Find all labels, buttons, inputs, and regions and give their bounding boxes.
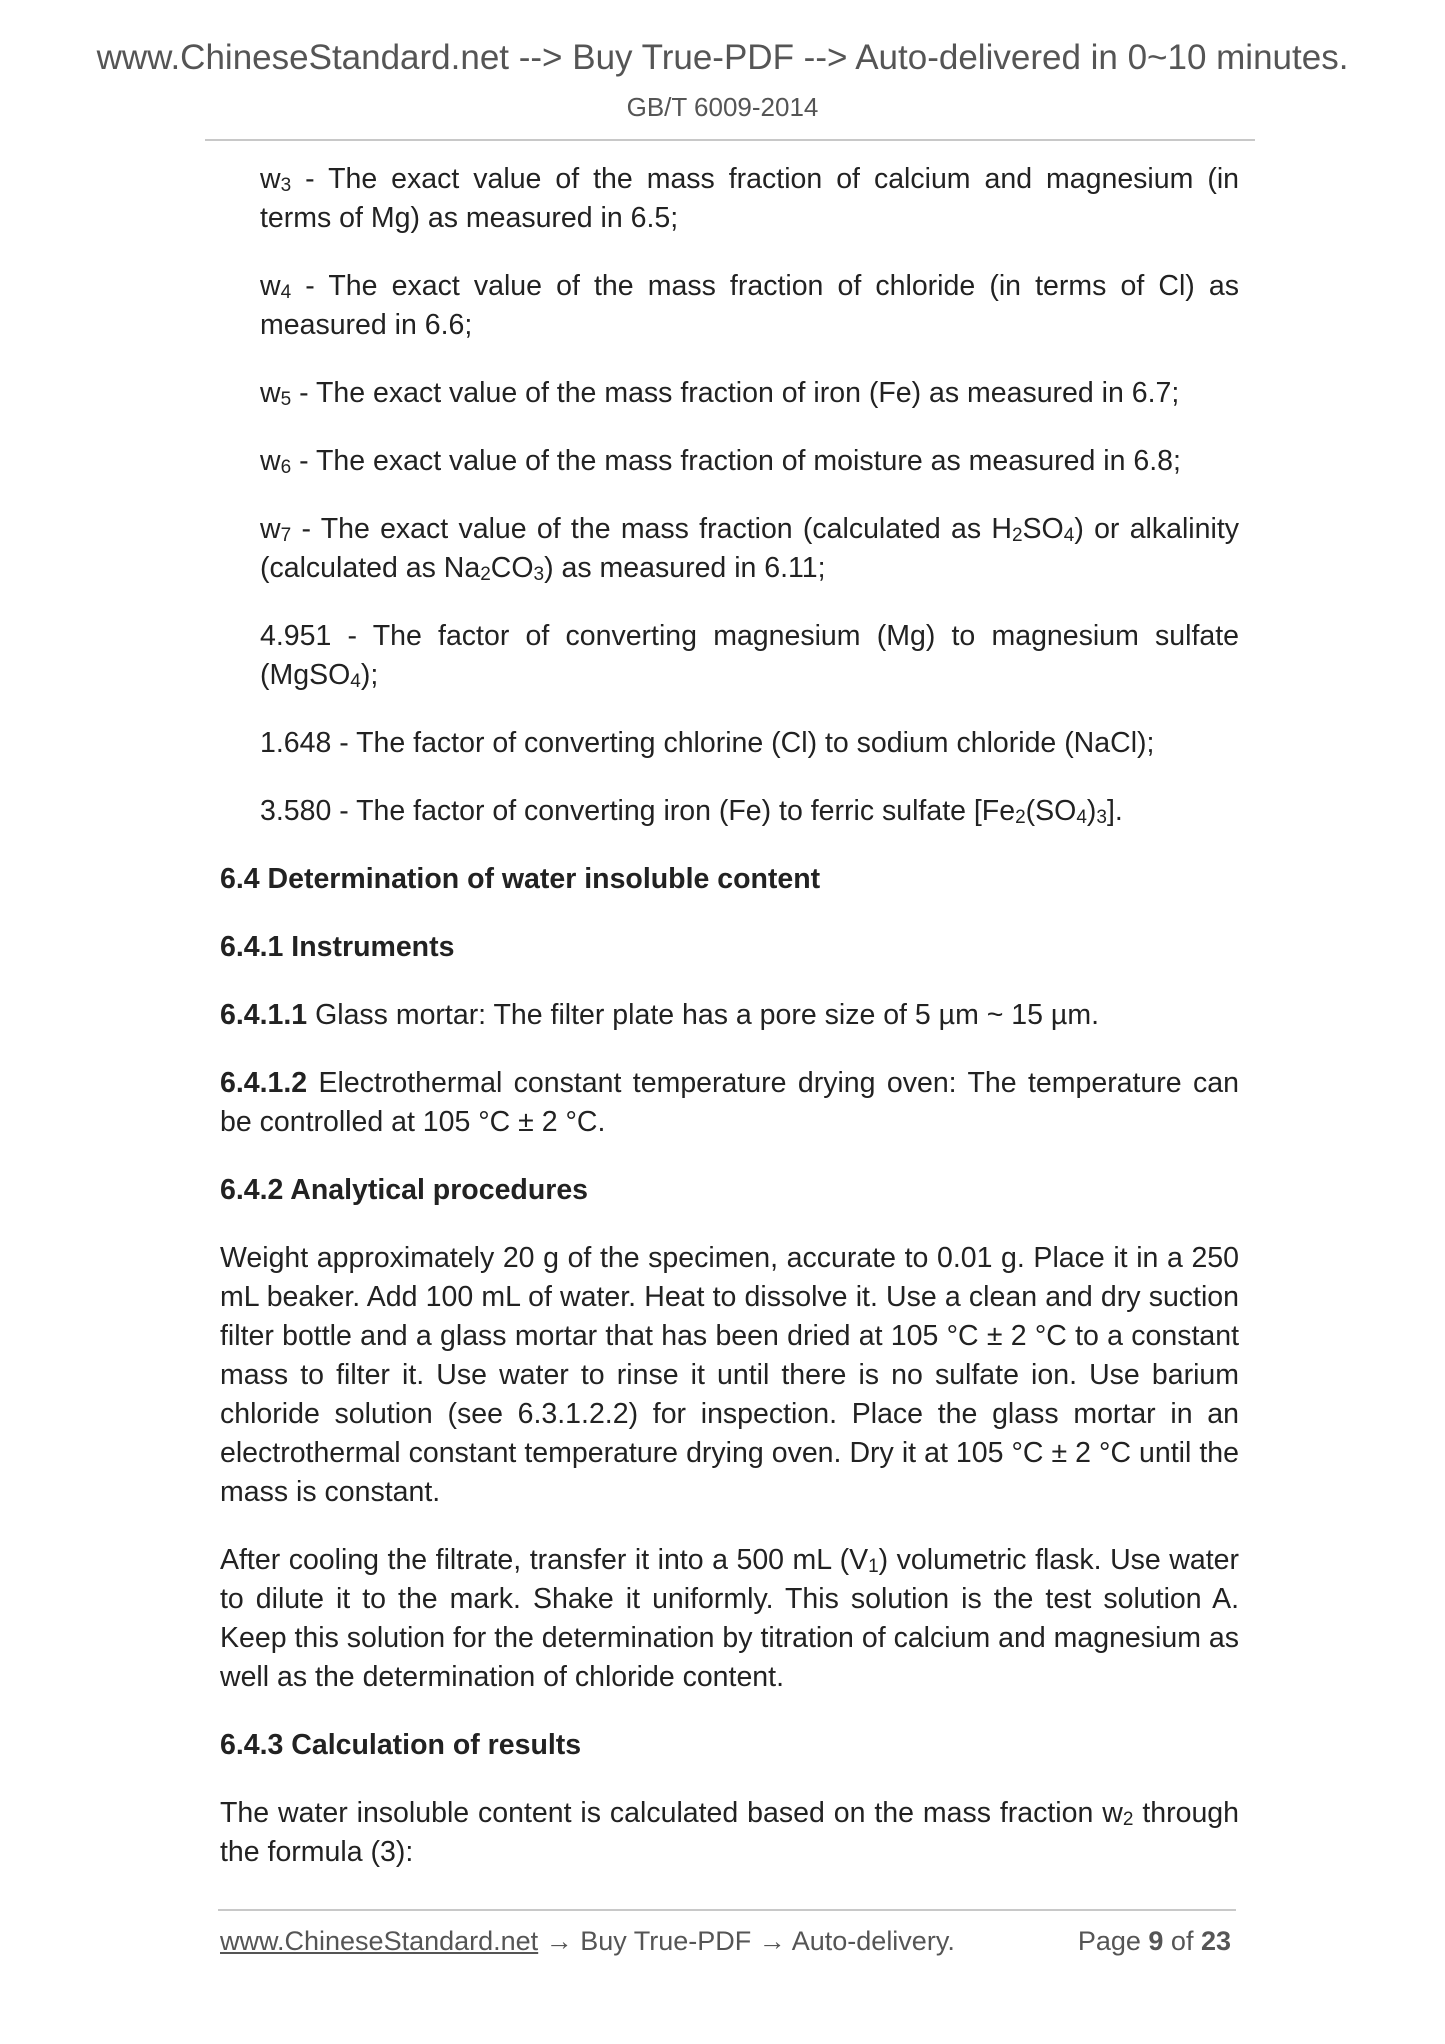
procedure-paragraph-2: After cooling the filtrate, transfer it into a 500 mL $(V_1)$ volumetric flask. Use water to dilute it to the mark. Shake it uniformly. This solution is the test solution A. Keep this solution for the determination by titration of calcium and magnesium as well as the determination of chloride content. (220, 1544, 1239, 1693)
page-current: 9 (1148, 1926, 1164, 1956)
procedure-paragraph-1: Weight approximately 20 g of the specimen, accurate to 0.01 g. Place it in a 250 mL beaker. Add 100 mL of water. Heat to dissolve it. Use a clean and dry suction filter bottle and a glass mortar that has been dried at 105 °C ± 2 °C to a constant mass to filter it. Use water to rinse it until there is no sulfate ion. Use barium chloride solution (see 6.3.1.2.2) for inspection. Place the glass mortar in an electrothermal constant temperature drying oven. Dry it at 105 °C ± 2 °C until the mass is constant. (220, 1242, 1239, 1508)
definition-w4: $w_4$ - The exact value of the mass fraction of chloride (in terms of Cl) as measured in 6.6; (260, 270, 1239, 341)
section-heading-6-4: 6.4 Determination of water insoluble content (220, 863, 821, 895)
factor-ferric-sulfate: 3.580 - The factor of converting iron (Fe) to ferric sulfate $[Fe_2(SO_4)_3]$. (260, 795, 1123, 828)
clause-6-4-1-2: 6.4.1.2 Electrothermal constant temperature drying oven: The temperature can be controlled at 105 °C ± 2 °C. (220, 1067, 1239, 1138)
definition-w6: $w_6$ - The exact value of the mass fraction of moisture as measured in 6.8; (260, 445, 1181, 478)
footer-site-link[interactable]: www.ChineseStandard.net (220, 1926, 539, 1956)
definition-w5: $w_5$ - The exact value of the mass fraction of iron (Fe) as measured in 6.7; (260, 377, 1180, 410)
footer-delivery-text: → Buy True-PDF → Auto-delivery. (538, 1926, 955, 1956)
footer-divider (218, 1909, 1236, 1911)
calculation-paragraph: The water insoluble content is calculated based on the mass fraction $w_2$ through the formula (3): (220, 1797, 1239, 1868)
page-indicator: Page 9 of 23 (1077, 1926, 1231, 1956)
definition-w7: $w_7$ - The exact value of the mass fraction (calculated as $H_2SO_4$) or alkalinity (calculated as $Na_2CO_3$) as measured in 6.11; (260, 513, 1239, 585)
header-title: www.ChineseStandard.net --> Buy True-PDF --> Auto-delivered in 0~10 minutes. (96, 38, 1349, 77)
section-heading-6-4-2: 6.4.2 Analytical procedures (220, 1174, 589, 1206)
header-divider (205, 139, 1255, 141)
factor-magnesium-sulfate: 4.951 - The factor of converting magnesium (Mg) to magnesium sulfate (MgSO$_4$); (260, 620, 1239, 692)
footer (220, 1926, 1236, 1957)
factor-sodium-chloride: 1.648 - The factor of converting chlorine (Cl) to sodium chloride (NaCl); (260, 727, 1155, 759)
section-heading-6-4-1: 6.4.1 Instruments (220, 931, 455, 963)
page-total: 23 (1200, 1926, 1231, 1956)
page-content (220, 160, 1239, 1901)
section-heading-6-4-3: 6.4.3 Calculation of results (220, 1729, 582, 1761)
clause-6-4-1-1: 6.4.1.1 Glass mortar: The filter plate has a pore size of 5 µm ~ 15 µm. (220, 999, 1100, 1031)
definition-w3: $w_3$ - The exact value of the mass fraction of calcium and magnesium (in terms of Mg) as measured in 6.5; (260, 163, 1239, 234)
document-number: GB/T 6009-2014 (626, 92, 819, 122)
